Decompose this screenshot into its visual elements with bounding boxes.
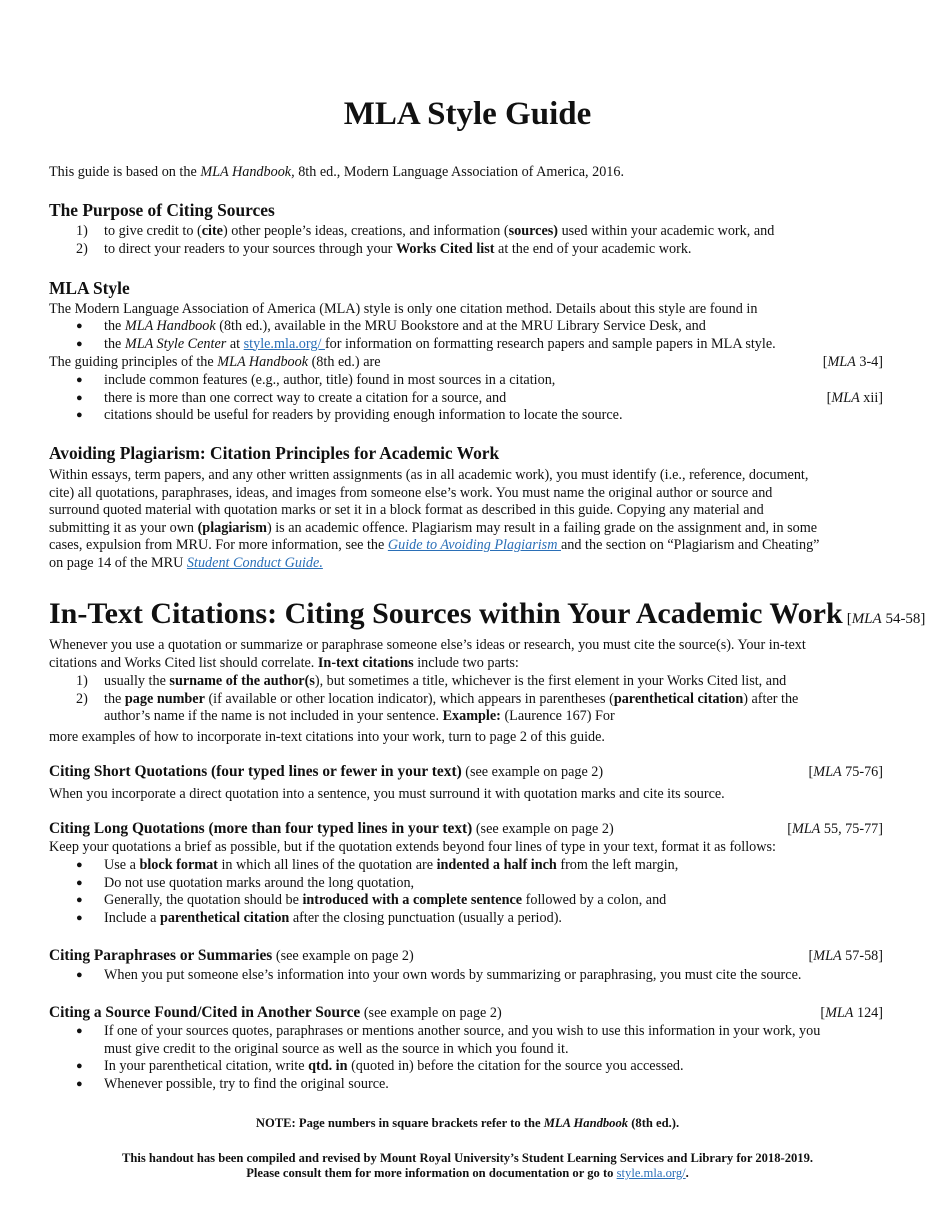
list-item: to direct your readers to your sources through your Works Cited list at the end of your academic work. bbox=[104, 240, 692, 257]
list-item: there is more than one correct way to create a citation for a source, and bbox=[104, 389, 507, 406]
section-heading-in-text bbox=[49, 597, 925, 631]
indirect-source-list bbox=[0, 1023, 935, 1103]
list-item: the MLA Handbook (8th ed.), available in the MRU Bookstore and at the MRU Library Service Desk, and bbox=[104, 318, 706, 334]
bullet-icon: ● bbox=[76, 337, 83, 350]
section-heading-plagiarism: Avoiding Plagiarism: Citation Principles for Academic Work bbox=[49, 443, 500, 463]
paraphrases-list bbox=[0, 967, 935, 987]
subheading-long-quotations: Citing Long Quotations (more than four typed lines in your text) (see example on page 2) bbox=[49, 820, 614, 837]
bullet-icon: ● bbox=[76, 911, 83, 924]
bullet-icon: ● bbox=[76, 894, 83, 907]
in-text-heading-text: In-Text Citations: Citing Sources within Your Academic Work bbox=[49, 597, 843, 630]
bullet-icon: ● bbox=[76, 320, 83, 332]
bullet-icon: ● bbox=[76, 409, 83, 422]
hyperlink[interactable]: style.mla.org/ bbox=[616, 1166, 686, 1180]
list-item: must give credit to the original source as well as the source in which you found it. bbox=[104, 1040, 569, 1057]
list-item: Do not use quotation marks around the long quotation, bbox=[104, 874, 415, 891]
intro-line: This guide is based on the MLA Handbook, 8th ed., Modern Language Association of America, 2016. bbox=[49, 164, 625, 180]
list-item: to give credit to (cite) other people’s ideas, creations, and information (sources) used within your academic work, and bbox=[104, 223, 775, 239]
text-line: cite) all quotations, paraphrases, ideas, and images from someone else’s work. You must name the original author or source and bbox=[49, 484, 773, 501]
bullet-icon: ● bbox=[76, 374, 83, 386]
hyperlink[interactable]: Student Conduct Guide. bbox=[186, 554, 323, 571]
in-text-parts-list bbox=[0, 673, 935, 733]
indirect-source-page-ref: [MLA 124] bbox=[820, 1005, 883, 1021]
short-quotations-text: When you incorporate a direct quotation into a sentence, you must surround it with quotation marks and cite its source. bbox=[49, 786, 725, 802]
text-line: citations and Works Cited list should correlate. In-text citations include two parts: bbox=[49, 654, 519, 671]
list-item: include common features (e.g., author, title) found in most sources in a citation, bbox=[104, 372, 556, 388]
long-quotations-text: Keep your quotations a brief as possible, but if the quotation extends beyond four lines of type in your text, format it as follows: bbox=[49, 839, 776, 855]
text-line: Whenever you use a quotation or summarize or paraphrase someone else’s ideas or research, you must cite the source(s). Your in-text bbox=[49, 637, 806, 653]
list-number: 2) bbox=[76, 240, 88, 257]
subheading-short-quotations: Citing Short Quotations (four typed lines or fewer in your text) (see example on page 2) bbox=[49, 763, 604, 780]
page-ref: [MLA xii] bbox=[826, 389, 883, 406]
list-number: 1) bbox=[76, 673, 88, 689]
section-heading-purpose: The Purpose of Citing Sources bbox=[49, 200, 275, 220]
in-text-more-examples: more examples of how to incorporate in-text citations into your work, turn to page 2 of this guide. bbox=[49, 729, 605, 745]
mla-style-sources-list bbox=[0, 318, 935, 358]
purpose-list bbox=[0, 223, 935, 263]
list-item: the MLA Style Center at style.mla.org/ for information on formatting research papers and sample papers in MLA style. bbox=[104, 335, 776, 352]
short-quotations-page-ref: [MLA 75-76] bbox=[808, 764, 883, 780]
list-item: Use a block format in which all lines of the quotation are indented a half inch from the left margin, bbox=[104, 857, 679, 873]
list-item: In your parenthetical citation, write qtd. in (quoted in) before the citation for the source you accessed. bbox=[104, 1058, 684, 1075]
list-item: author’s name if the name is not included in your sentence. Example: (Laurence 167) For bbox=[104, 708, 615, 725]
bullet-icon: ● bbox=[76, 876, 83, 889]
paraphrases-page-ref: [MLA 57-58] bbox=[808, 948, 883, 964]
list-item: If one of your sources quotes, paraphrases or mentions another source, and you wish to use this information in your work, you bbox=[104, 1023, 821, 1039]
guiding-principles-intro: The guiding principles of the MLA Handbook (8th ed.) are bbox=[49, 354, 381, 370]
in-text-intro bbox=[49, 637, 806, 672]
text-line: surround quoted material with quotation marks or set it in a block format as described in this guide. Copying any material and bbox=[49, 502, 764, 519]
footer-note: NOTE: Page numbers in square brackets refer to the MLA Handbook (8th ed.). bbox=[255, 1116, 680, 1130]
list-item: When you put someone else’s information into your own words by summarizing or paraphrasing, you must cite the source. bbox=[104, 967, 802, 983]
long-quotations-list bbox=[0, 857, 935, 937]
bullet-icon: ● bbox=[76, 1060, 83, 1073]
page-title: MLA Style Guide bbox=[343, 96, 592, 132]
mla-style-intro: The Modern Language Association of America (MLA) style is only one citation method. Details about this style are found in bbox=[49, 301, 758, 317]
text-line: cases, expulsion from MRU. For more information, see the Guide to Avoiding Plagiarism and the section on “Plagiarism and Cheating” bbox=[49, 537, 820, 554]
hyperlink[interactable]: Guide to Avoiding Plagiarism bbox=[387, 537, 561, 554]
list-number: 2) bbox=[76, 690, 88, 707]
bullet-icon: ● bbox=[76, 1077, 83, 1090]
bullet-icon: ● bbox=[76, 969, 83, 981]
text-line: Within essays, term papers, and any other written assignments (as in all academic work), you must identify (i.e., reference, document, bbox=[49, 467, 809, 483]
list-item: Whenever possible, try to find the original source. bbox=[104, 1075, 389, 1092]
footer-consult-line: Please consult them for more information on documentation or go to style.mla.org/. bbox=[246, 1166, 689, 1180]
subheading-indirect-source: Citing a Source Found/Cited in Another Source (see example on page 2) bbox=[49, 1004, 502, 1021]
list-item: citations should be useful for readers by providing enough information to locate the source. bbox=[104, 407, 623, 424]
plagiarism-paragraph bbox=[49, 467, 819, 573]
principles-page-ref: [MLA 3-4] bbox=[822, 354, 883, 370]
footer-credit-line: This handout has been compiled and revised by Mount Royal University’s Student Learning Services and Library for 2018-2019. bbox=[121, 1151, 814, 1165]
list-item: Include a parenthetical citation after the closing punctuation (usually a period). bbox=[104, 909, 562, 926]
list-item: Generally, the quotation should be introduced with a complete sentence followed by a colon, and bbox=[104, 892, 667, 909]
guiding-principles-list bbox=[0, 372, 935, 432]
long-quotations-page-ref: [MLA 55, 75-77] bbox=[787, 821, 883, 837]
subheading-paraphrases: Citing Paraphrases or Summaries (see example on page 2) bbox=[49, 947, 414, 964]
bullet-icon: ● bbox=[76, 859, 83, 871]
bullet-icon: ● bbox=[76, 391, 83, 404]
list-item: usually the surname of the author(s), but sometimes a title, whichever is the first element in your Works Cited list, and bbox=[104, 673, 787, 689]
list-number: 1) bbox=[76, 223, 88, 239]
text-line: submitting it as your own (plagiarism) is an academic offence. Plagiarism may result in a failing grade on the assignment and, in some bbox=[49, 519, 818, 536]
bullet-icon: ● bbox=[76, 1025, 83, 1037]
list-item: the page number (if available or other location indicator), which appears in parentheses (parenthetical citation) after the bbox=[104, 690, 799, 707]
in-text-page-ref: [MLA 54-58] bbox=[846, 611, 926, 627]
text-line: on page 14 of the MRU Student Conduct Guide. bbox=[49, 554, 323, 571]
hyperlink[interactable]: style.mla.org/ bbox=[243, 335, 325, 352]
section-heading-mla-style: MLA Style bbox=[49, 278, 130, 298]
